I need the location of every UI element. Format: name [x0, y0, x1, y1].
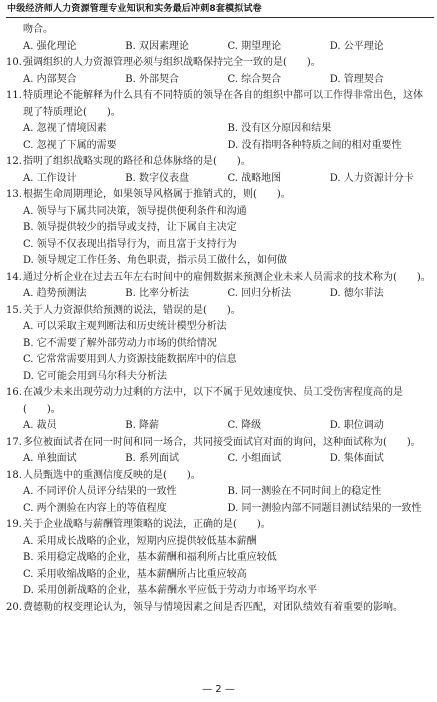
question-16: [6, 385, 432, 418]
q12-option-a: A. 工作设计: [23, 172, 77, 184]
question-number: 14.: [6, 271, 22, 283]
q10-option-c: C. 综合契合: [227, 73, 282, 85]
question-text: 在减少未来出现劳动力过剩的方法中，以下不属于见效速度快、员工受伤害程度高的是( )。: [23, 387, 403, 415]
q10-option-d: D. 管理契合: [329, 73, 384, 85]
q16-option-a: A. 裁员: [23, 420, 57, 431]
q13-option-c: C. 领导不仅表现出指导行为，而且富于支持行为: [23, 238, 237, 250]
q9-continuation: 吻合。: [23, 24, 53, 35]
q15-option-d: D. 它可能会用到马尔科夫分析法: [23, 370, 168, 382]
q9-options: [6, 39, 432, 56]
q19-option-d: D. 采用创新战略的企业，基本薪酬水平应低于劳动力市场平均水平: [23, 585, 318, 596]
q19-option-b: B. 采用稳定战略的企业，基本薪酬和福利所占比重应较低: [23, 552, 277, 563]
q10-options: [6, 72, 432, 89]
question-18: [6, 468, 432, 485]
header-divider: [6, 17, 434, 18]
q11-options-row2: [6, 138, 432, 155]
q11-option-d: D. 没有指明各种特质之间的相对重要性: [227, 139, 402, 151]
question-10: [6, 55, 432, 72]
q10-option-b: B. 外部契合: [125, 73, 179, 85]
question-text: 根据生命周期理论，如果领导风格属于推销式的，则( )。: [23, 189, 291, 200]
question-text: 指明了组织战略实现的路径和总体脉络的是( )。: [23, 156, 251, 167]
q9-option-a: A. 强化理论: [23, 40, 77, 52]
question-12: [6, 154, 432, 171]
q15-option-a: A. 可以采取主观判断法和历史统计模型分析法: [23, 321, 227, 332]
question-number: 10.: [6, 57, 22, 68]
question-text: 关于人力资源供给预测的说法，错误的是( )。: [23, 304, 241, 316]
page-number: — 2 —: [202, 684, 235, 695]
question-text: 关于企业战略与薪酬管理策略的说法，正确的是( )。: [23, 519, 271, 530]
question-17: [6, 435, 432, 452]
q10-option-a: A. 内部契合: [23, 73, 77, 85]
q15-option-c: C. 它常常需要用到人力资源技能数据库中的信息: [23, 354, 237, 365]
question-20: [6, 600, 432, 617]
q9-option-b: B. 双因素理论: [125, 40, 189, 52]
question-text: 特质理论不能解释为什么具有不同特质的领导在各自的组织中都可以工作得非常出色，这体现了特质理论( )。: [23, 90, 423, 118]
q14-option-b: B. 比率分析法: [125, 288, 189, 299]
q17-options: [6, 451, 432, 468]
q12-option-d: D. 人力资源计分卡: [329, 172, 414, 184]
q13-option-b: B. 领导提供较少的指导或支持，让下属自主决定: [23, 222, 237, 233]
q11-options-row1: [6, 121, 432, 138]
question-text: 人员甄选中的重测信度反映的是( )。: [23, 469, 201, 481]
question-15: [6, 303, 432, 320]
question-11: [6, 88, 432, 121]
question-list: [6, 22, 432, 616]
q11-option-c: C. 忽视了下属的需要: [23, 139, 117, 151]
q19-option-c: C. 采用收缩战略的企业，基本薪酬所占比重应较高: [23, 568, 247, 580]
q16-option-b: B. 降薪: [125, 420, 159, 431]
q16-options: [6, 418, 432, 435]
question-text: 费德勒的权变理论认为，领导与情境因素之间是否匹配，对团队绩效有着重要的影响。: [23, 601, 403, 613]
page-header: 中级经济师人力资源管理专业知识和实务最后冲刺8套模拟试卷: [7, 4, 262, 14]
q17-option-d: D. 集体面试: [329, 453, 384, 464]
q16-option-d: D. 职位调动: [329, 420, 384, 431]
q13-option-d: D. 领导规定工作任务、角色职责，指示员工做什么，如何做: [23, 255, 288, 266]
question-number: 11.: [6, 90, 22, 101]
q17-option-b: B. 系列面试: [125, 453, 179, 464]
q18-option-b: B. 同一测验在不同时间上的稳定性: [227, 486, 382, 497]
q17-option-c: C. 小组面试: [227, 453, 282, 464]
q18-option-c: C. 两个测验在内容上的等值程度: [23, 502, 167, 514]
question-number: 13.: [6, 189, 22, 200]
question-number: 12.: [6, 156, 22, 167]
q9-option-d: D. 公平理论: [329, 40, 384, 52]
q12-option-c: C. 战略地图: [227, 172, 282, 184]
question-text: 通过分析企业在过去五年左右时间中的雇佣数据来预测企业未来人员需求的技术称为( )。: [23, 271, 431, 283]
question-number: 17.: [6, 436, 22, 448]
question-number: 19.: [6, 519, 22, 530]
q11-option-b: B. 没有区分原因和结果: [227, 123, 332, 134]
question-text: 强调组织的人力资源管理必须与组织战略保持完全一致的是( )。: [23, 57, 321, 68]
q9-option-c: C. 期望理论: [227, 40, 282, 52]
q16-option-c: C. 降级: [227, 420, 262, 431]
question-13: [6, 187, 432, 204]
question-19: [6, 517, 432, 534]
q11-option-a: A. 忽视了情境因素: [23, 123, 107, 134]
question-number: 18.: [6, 469, 22, 481]
question-14: [6, 270, 432, 287]
q14-option-a: A. 趋势预测法: [23, 288, 87, 299]
q17-option-a: A. 单独面试: [23, 453, 77, 464]
q15-option-b: B. 它不需要了解外部劳动力市场的供给情况: [23, 337, 217, 349]
question-number: 20.: [6, 601, 22, 613]
q13-option-a: A. 领导与下属共同决策，领导提供便利条件和沟通: [23, 205, 247, 217]
q18-options-row1: [6, 484, 432, 501]
q14-options: [6, 286, 432, 303]
q14-option-d: D. 德尔菲法: [329, 288, 384, 299]
question-text: 多位被面试者在同一时间和同一场合，共同接受面试官对面的询问，这种面试称为( )。: [23, 436, 421, 448]
q12-options: [6, 171, 432, 188]
q18-options-row2: [6, 501, 432, 518]
q12-option-b: B. 数字仪表盘: [125, 172, 189, 184]
question-number: 16.: [6, 387, 22, 398]
q19-option-a: A. 采用成长战略的企业，短期内应提供较低基本薪酬: [23, 535, 257, 547]
q14-option-c: C. 回归分析法: [227, 288, 292, 299]
q18-option-d: D. 同一测验内部不同题目测试结果的一致性: [227, 502, 422, 514]
question-number: 15.: [6, 304, 22, 316]
q18-option-a: A. 不同评价人员评分结果的一致性: [23, 486, 177, 497]
